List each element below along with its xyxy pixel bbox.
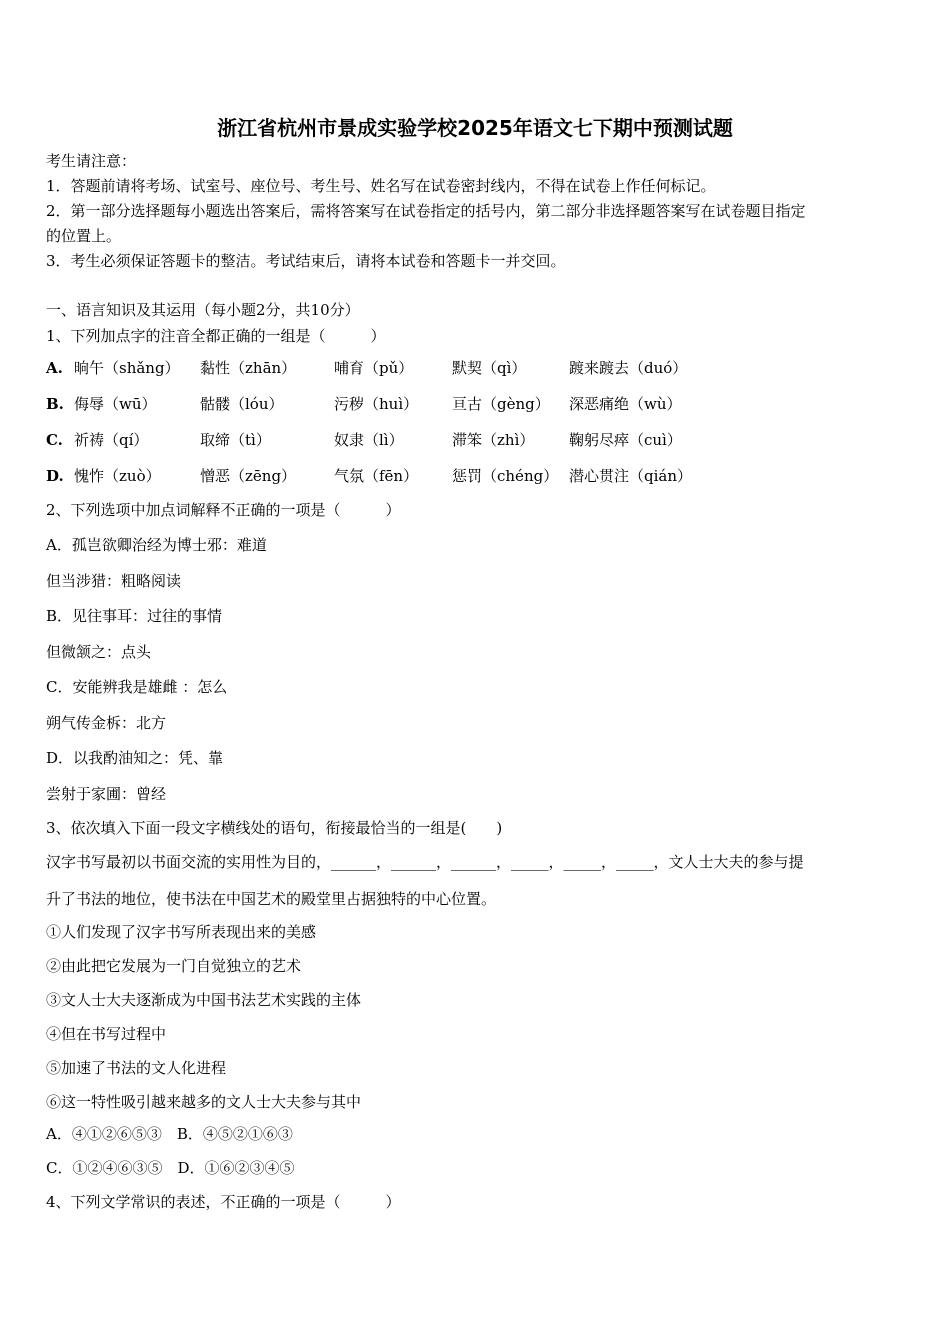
option-item: 哺育（pǔ） xyxy=(334,359,414,377)
option-label: B. xyxy=(46,395,64,413)
page-title: 浙江省杭州市景成实验学校2025年语文七下期中预测试题 xyxy=(217,116,733,140)
option-item: 气氛（fēn） xyxy=(334,467,419,485)
notice-item: 的位置上。 xyxy=(46,227,122,245)
question-4-stem: 4、下列文学常识的表述，不正确的一项是（ ） xyxy=(46,1193,401,1211)
option-item: 惩罚（chéng） xyxy=(452,467,559,485)
notice-item: 1．答题前请将考场、试室号、座位号、考生号、姓名写在试卷密封线内，不得在试卷上作任何标记。 xyxy=(46,177,716,195)
option-item: 侮辱（wū） xyxy=(74,395,157,413)
option-item: 黏性（zhān） xyxy=(200,359,297,377)
option-item: 骷髅（lóu） xyxy=(200,395,284,413)
question-3-item: ①人们发现了汉字书写所表现出来的美感 xyxy=(46,923,317,941)
notice-heading: 考生请注意： xyxy=(46,152,137,170)
question-2-line: 但当涉猎：粗略阅读 xyxy=(46,571,182,590)
question-3-paragraph: 汉字书写最初以书面交流的实用性为目的，______，______，______，_____，_____，_____，文人士大夫的参与提 xyxy=(46,853,804,871)
question-3-item: ⑥这一特性吸引越来越多的文人士大夫参与其中 xyxy=(46,1093,362,1111)
option-item: 奴隶（lì） xyxy=(334,431,404,449)
option-item: 愧怍（zuò） xyxy=(74,467,161,485)
question-2-line: A．孤岂欲卿治经为博士邪：难道 xyxy=(46,536,267,554)
question-2-line: D．以我酌油知之：凭、靠 xyxy=(46,749,224,767)
option-item: 鞠躬尽瘁（cuì） xyxy=(569,431,682,449)
option-label: A. xyxy=(46,359,63,377)
option-item: 滞笨（zhì） xyxy=(452,431,535,449)
question-3-item: ②由此把它发展为一门自觉独立的艺术 xyxy=(46,957,302,975)
option-item: 祈祷（qí） xyxy=(74,431,149,449)
option-item: 晌午（shǎng） xyxy=(74,359,180,377)
question-2-line: 朔气传金柝：北方 xyxy=(46,713,167,732)
option-item: 污秽（huì） xyxy=(334,395,419,413)
notice-item: 3．考生必须保证答题卡的整洁。考试结束后，请将本试卷和答题卡一并交回。 xyxy=(46,252,566,270)
option-item: 默契（qì） xyxy=(452,359,527,377)
question-2-line: B．见往事耳：过往的事情 xyxy=(46,607,223,625)
option-item: 潜心贯注（qián） xyxy=(569,467,693,485)
option-item: 亘古（gèng） xyxy=(452,395,550,413)
question-2-line: 但微颔之：点头 xyxy=(46,642,152,661)
option-item: 取缔（tì） xyxy=(200,431,271,449)
option-item: 踱来踱去（duó） xyxy=(569,359,688,377)
option-label: D. xyxy=(46,467,64,485)
question-3-item: ④但在书写过程中 xyxy=(46,1025,167,1043)
option-label: C. xyxy=(46,431,63,449)
question-2-stem: 2、下列选项中加点词解释不正确的一项是（ ） xyxy=(46,501,401,519)
question-3-answer: A．④①②⑥⑤③ B．④⑤②①⑥③ xyxy=(46,1125,293,1143)
question-3-item: ⑤加速了书法的文人化进程 xyxy=(46,1059,227,1077)
question-1-stem: 1、下列加点字的注音全都正确的一组是（ ） xyxy=(46,327,386,345)
notice-item: 2．第一部分选择题每小题选出答案后，需将答案写在试卷指定的括号内，第二部分非选择题答案写在试卷题目指定 xyxy=(46,202,806,220)
question-3-item: ③文人士大夫逐渐成为中国书法艺术实践的主体 xyxy=(46,991,362,1009)
question-2-line: 尝射于家圃：曾经 xyxy=(46,784,167,803)
option-item: 深恶痛绝（wù） xyxy=(569,395,682,413)
question-3-stem: 3、依次填入下面一段文字横线处的语句，衔接最恰当的一组是( ) xyxy=(46,819,503,837)
question-2-line: C．安能辨我是雄雌 ：怎么 xyxy=(46,678,228,696)
section-heading: 一、语言知识及其运用（每小题2分，共10分） xyxy=(46,301,360,319)
question-3-paragraph: 升了书法的地位，使书法在中国艺术的殿堂里占据独特的中心位置。 xyxy=(46,890,497,908)
question-3-answer: C．①②④⑥③⑤ D．①⑥②③④⑤ xyxy=(46,1159,295,1177)
option-item: 憎恶（zēng） xyxy=(200,467,297,485)
